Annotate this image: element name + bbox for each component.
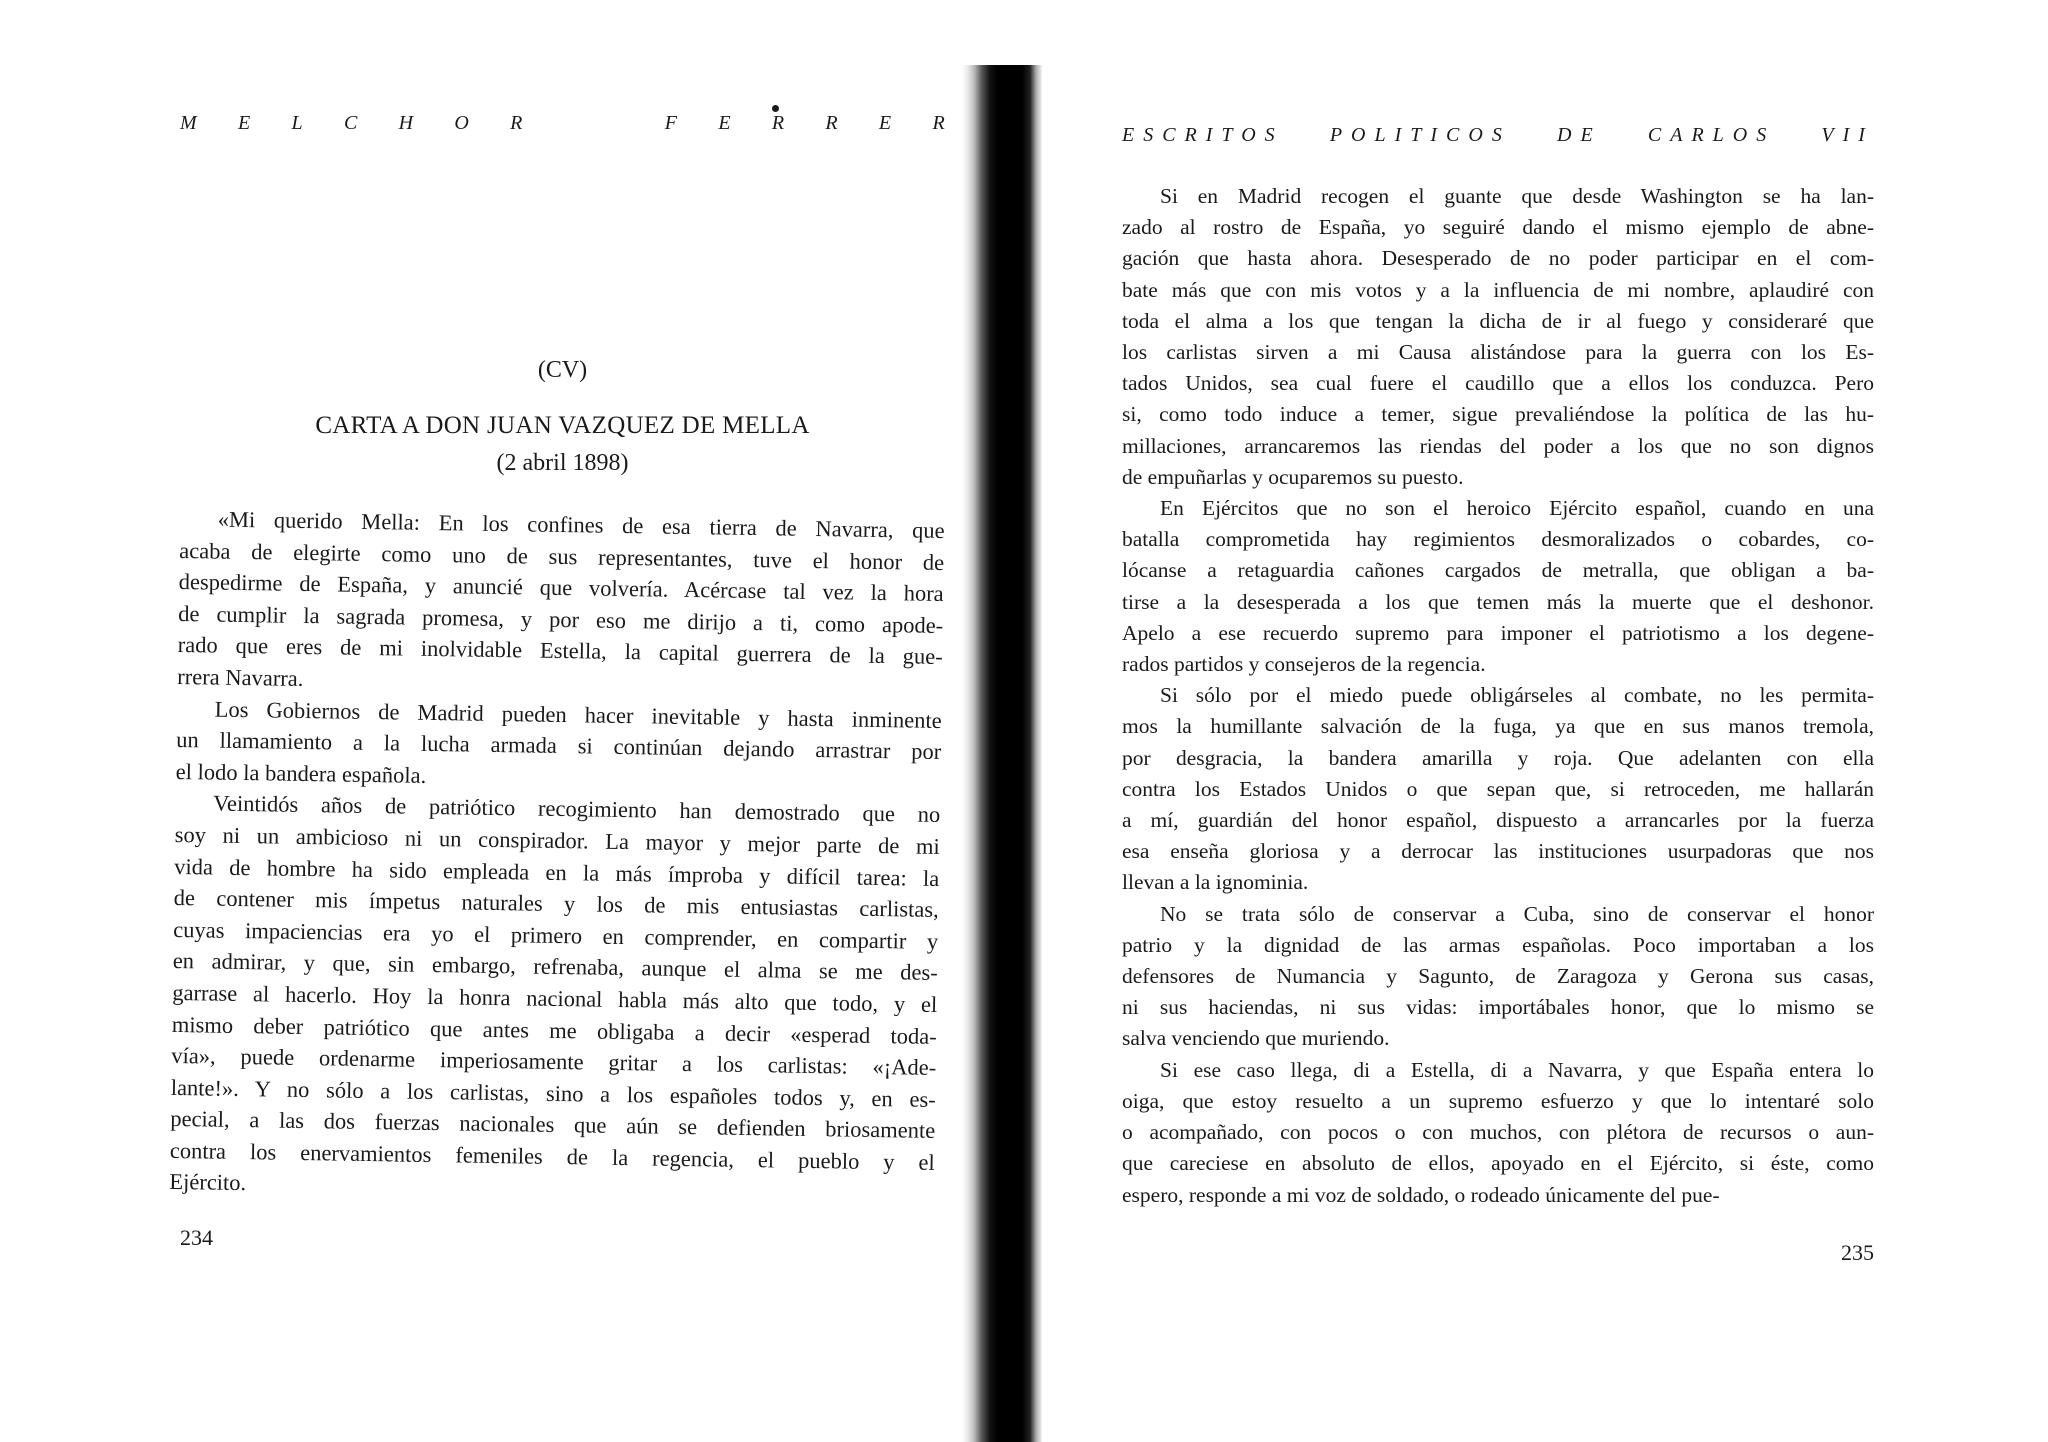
text-line: mismo deber patriótico que antes me obligaba a decir «esperad toda- bbox=[171, 1011, 937, 1049]
text-line: ni sus haciendas, ni sus vidas: importábales honor, que lo mismo se bbox=[1122, 995, 1874, 1020]
text-line: a mí, guardián del honor español, dispuesto a arrancarles por la fuerza bbox=[1122, 808, 1874, 833]
text-line: si, como todo induce a temer, sigue prevaliéndose la política de las hu- bbox=[1122, 402, 1874, 427]
running-head-letter: L bbox=[291, 112, 303, 134]
text-line: toda el alma a los que tengan la dicha de ir al fuego y consideraré que bbox=[1122, 308, 1874, 333]
text-line: No se trata sólo de conservar a Cuba, sino de conservar el honor bbox=[1160, 901, 1874, 926]
text-line: que careciese en absoluto de ellos, apoyado en el Ejército, si éste, como bbox=[1122, 1151, 1874, 1176]
running-head-letter: F bbox=[664, 112, 678, 134]
text-line: bate más que con mis votos y a la influencia de mi nombre, aplaudiré con bbox=[1122, 277, 1874, 302]
running-head-word: VII bbox=[1821, 124, 1874, 146]
text-line: un llamamiento a la lucha armada si continúan dejando arrastrar por bbox=[176, 727, 942, 765]
running-head-letter: E bbox=[878, 112, 892, 134]
text-line: de contener mis ímpetus naturales y los de mis entusiastas carlistas, bbox=[173, 885, 939, 923]
text-line: contra los Estados Unidos o que sepan que, si retroceden, me hallarán bbox=[1122, 776, 1874, 801]
running-head-word: CARLOS bbox=[1647, 124, 1776, 146]
text-line: Apelo a ese recuerdo supremo para imponer el patriotismo a los degene- bbox=[1122, 620, 1874, 645]
text-line: cuyas impaciencias era yo el primero en comprender, en compartir y bbox=[173, 916, 939, 954]
paragraph bbox=[169, 787, 940, 1210]
text-line: soy ni un ambicioso ni un conspirador. La mayor y mejor parte de mi bbox=[174, 821, 940, 859]
text-line: gación que hasta ahora. Desesperado de no poder participar en el com- bbox=[1122, 246, 1874, 271]
text-line: rado que eres de mi inolvidable Estella, la capital guerrera de la gue- bbox=[177, 632, 943, 670]
text-line: mos la humillante salvación de la fuga, ya que en sus manos tremola, bbox=[1122, 714, 1874, 739]
text-line: lante!». Y no sólo a los carlistas, sino a los españoles todos y, en es- bbox=[170, 1074, 936, 1112]
text-line: en admirar, y que, sin embargo, refrenaba, aunque el alma se me des- bbox=[172, 948, 938, 986]
paragraph bbox=[1122, 680, 1874, 898]
text-line: «Mi querido Mella: En los confines de esa tierra de Navarra, que bbox=[217, 506, 945, 544]
ornament-dot bbox=[772, 105, 779, 112]
text-line: garrase al hacerlo. Hoy la honra nacional habla más alto que todo, y el bbox=[172, 979, 938, 1017]
text-line: llevan a la ignominia. bbox=[1122, 870, 1309, 895]
running-head-right bbox=[1122, 124, 1874, 147]
text-line: o acompañado, con pocos o con muchos, con plétora de recursos o aun- bbox=[1122, 1120, 1874, 1145]
text-line: vía», puede ordenarme imperiosamente gritar a los carlistas: «¡Ade- bbox=[171, 1043, 937, 1081]
running-head-letter: R bbox=[825, 112, 838, 134]
text-line: de cumplir la sagrada promesa, y por eso me dirijo a ti, como apode- bbox=[178, 600, 944, 638]
paragraph bbox=[176, 693, 942, 800]
page-number-left: 234 bbox=[180, 1225, 213, 1250]
text-line: por desgracia, la bandera amarilla y roja. Que adelanten con ella bbox=[1122, 745, 1874, 770]
text-line: batalla comprometida hay regimientos desmoralizados o cobardes, co- bbox=[1122, 527, 1874, 552]
paragraph bbox=[1122, 493, 1874, 680]
running-head-letter: O bbox=[454, 112, 470, 134]
text-line: acaba de elegirte como uno de sus representantes, tuve el honor de bbox=[179, 537, 945, 575]
text-line: Si sólo por el miedo puede obligárseles al combate, no les permita- bbox=[1160, 683, 1874, 708]
paragraph bbox=[177, 503, 945, 705]
running-head-letter: E bbox=[718, 112, 731, 134]
running-head-word: ESCRITOS bbox=[1122, 124, 1284, 146]
text-line: Si ese caso llega, di a Estella, di a Navarra, y que España entera lo bbox=[1160, 1057, 1874, 1082]
text-line: de empuñarlas y ocuparemos su puesto. bbox=[1122, 464, 1464, 489]
text-line: salva venciendo que muriendo. bbox=[1122, 1026, 1390, 1051]
chapter-title: CARTA A DON JUAN VAZQUEZ DE MELLA bbox=[315, 412, 810, 439]
running-head-word: POLITICOS bbox=[1329, 124, 1511, 146]
running-head-letter: H bbox=[398, 112, 414, 134]
text-line: contra los enervamientos femeniles de la regencia, el pueblo y el bbox=[169, 1137, 935, 1175]
text-line: lócanse a retaguardia cañones cargados de metralla, que obligan a ba- bbox=[1122, 558, 1874, 583]
text-line: Veintidós años de patriótico recogimiento han demostrado que no bbox=[213, 790, 941, 828]
running-head-letter: M bbox=[180, 112, 197, 134]
text-line: defensores de Numancia y Sagunto, de Zaragoza y Gerona sus casas, bbox=[1122, 964, 1874, 989]
text-line: despedirme de España, y anuncié que volvería. Acércase tal vez la hora bbox=[178, 569, 944, 607]
text-line: oiga, que estoy resuelto a un supremo esfuerzo y que lo intentaré solo bbox=[1122, 1088, 1874, 1113]
left-page-body bbox=[169, 503, 945, 1210]
text-line: Los Gobiernos de Madrid pueden hacer inevitable y hasta inminente bbox=[214, 696, 942, 733]
running-head-letter: E bbox=[237, 112, 251, 134]
right-page-body bbox=[1122, 181, 1874, 1211]
text-line: tirse a la desesperada a los que temen más la muerte que el deshonor. bbox=[1122, 589, 1874, 614]
paragraph bbox=[1122, 181, 1874, 493]
running-head-letter: C bbox=[343, 112, 358, 134]
running-head-letter: R bbox=[771, 112, 785, 134]
text-line: los carlistas sirven a mi Causa alistándose para la guerra con los Es- bbox=[1122, 340, 1874, 365]
book-gutter bbox=[962, 65, 1042, 1442]
text-line: millaciones, arrancaremos las riendas del poder a los que no son dignos bbox=[1122, 433, 1874, 458]
running-head-letter: R bbox=[510, 112, 523, 134]
text-line: el lodo la bandera española. bbox=[175, 758, 427, 788]
text-line: pecial, a las dos fuerzas nacionales que aún se defienden briosamente bbox=[170, 1106, 936, 1144]
text-line: espero, responde a mi voz de soldado, o rodeado únicamente del pue- bbox=[1122, 1182, 1720, 1207]
text-line: esa enseña gloriosa y a derrocar las instituciones usurpadoras que nos bbox=[1122, 839, 1874, 864]
paragraph bbox=[1122, 1055, 1874, 1211]
text-line: Si en Madrid recogen el guante que desde Washington se ha lan- bbox=[1160, 184, 1874, 208]
running-head-left bbox=[180, 112, 945, 135]
text-line: tados Unidos, sea cual fuere el caudillo que a ellos los conduzca. Pero bbox=[1122, 371, 1874, 396]
text-line: rrera Navarra. bbox=[177, 663, 304, 691]
running-head-word: DE bbox=[1557, 124, 1602, 146]
text-line: En Ejércitos que no son el heroico Ejército español, cuando en una bbox=[1160, 496, 1874, 521]
text-line: zado al rostro de España, yo seguiré dando el mismo ejemplo de abne- bbox=[1122, 215, 1874, 240]
text-line: patrio y la dignidad de las armas españolas. Poco importaban a los bbox=[1122, 932, 1874, 957]
running-head-letter: R bbox=[932, 112, 945, 134]
text-line: vida de hombre ha sido empleada en la más ímproba y difícil tarea: la bbox=[174, 853, 940, 891]
paragraph bbox=[1122, 899, 1874, 1055]
page-number-right: 235 bbox=[1841, 1240, 1874, 1265]
text-line: Ejército. bbox=[169, 1169, 247, 1196]
chapter-date: (2 abril 1898) bbox=[496, 450, 629, 476]
text-line: rados partidos y consejeros de la regencia. bbox=[1122, 652, 1486, 677]
chapter-number: (CV) bbox=[537, 357, 588, 383]
running-head-gap bbox=[564, 112, 624, 135]
